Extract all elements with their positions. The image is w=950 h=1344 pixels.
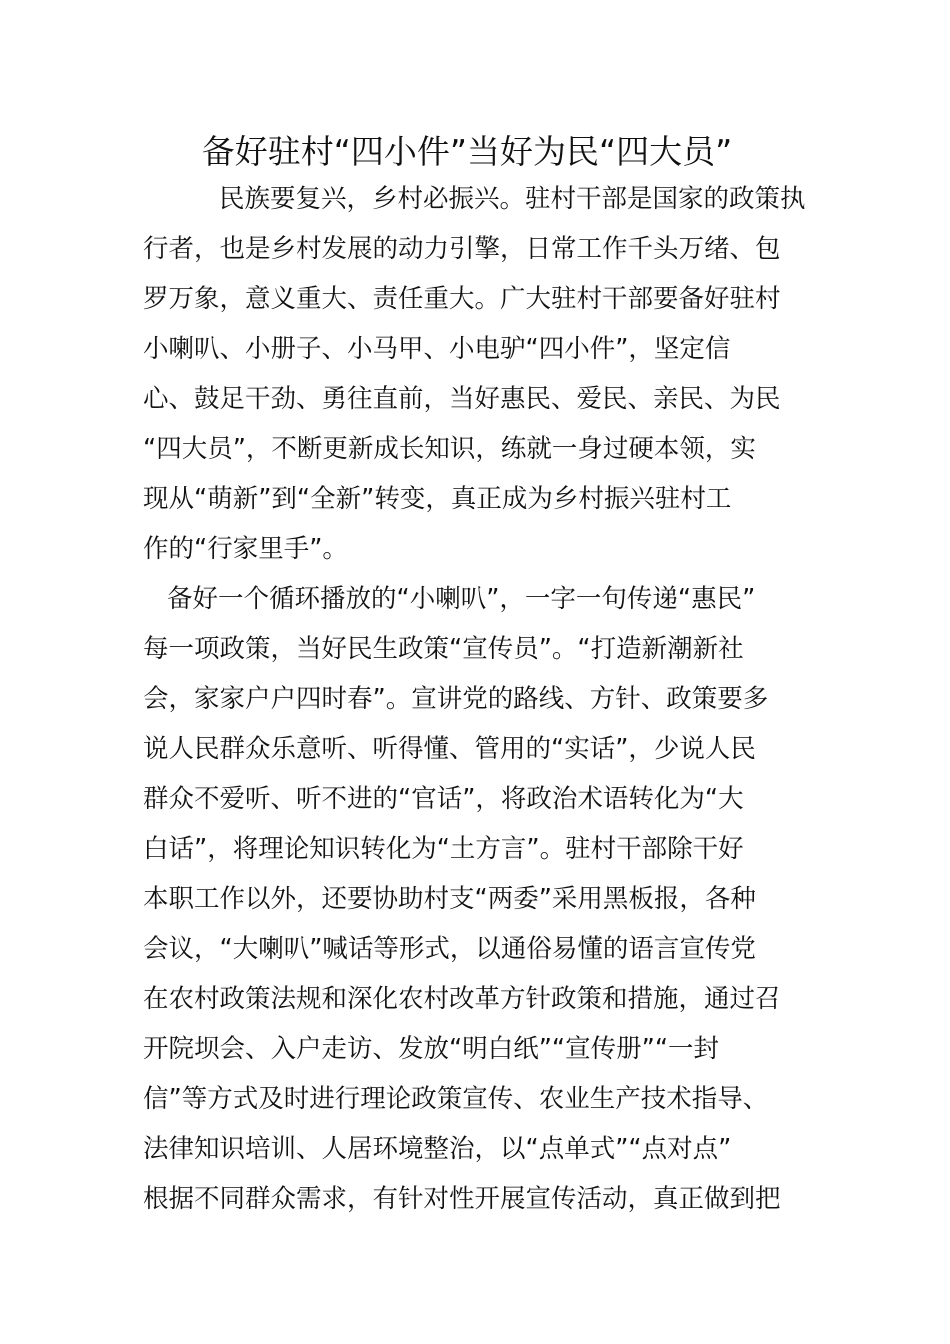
- text-line: 心、鼓足干劲、勇往直前，当好惠民、爱民、亲民、为民: [143, 384, 781, 414]
- text-line: 在农村政策法规和深化农村改革方针政策和措施，通过召: [143, 984, 781, 1014]
- text-line: 会议，“大喇叭”喊话等形式，以通俗易懂的语言宣传党: [143, 934, 756, 964]
- text-line: 信”等方式及时进行理论政策宣传、农业生产技术指导、: [143, 1084, 769, 1114]
- text-line: 白话”，将理论知识转化为“土方言”。驻村干部除干好: [143, 834, 744, 864]
- text-line: 会，家家户户四时春”。宣讲党的路线、方针、政策要多: [143, 684, 769, 714]
- document-body: [143, 174, 809, 1224]
- text-line: 法律知识培训、人居环境整治，以“点单式”“点对点”: [143, 1134, 732, 1164]
- text-line: “四大员”，不断更新成长知识，练就一身过硬本领，实: [143, 434, 756, 464]
- text-line: 备好一个循环播放的“小喇叭”，一字一句传递“惠民”: [167, 584, 756, 614]
- paragraph-1: [143, 174, 809, 574]
- text-line: 说人民群众乐意听、听得懂、管用的“实话”，少说人民: [143, 734, 756, 764]
- text-line: 每一项政策，当好民生政策“宣传员”。“打造新潮新社: [143, 634, 744, 664]
- text-line: 现从“萌新”到“全新”转变，真正成为乡村振兴驻村工: [143, 484, 732, 514]
- text-line: 群众不爱听、听不进的“官话”，将政治术语转化为“大: [143, 784, 744, 814]
- document-title: 备好驻村“四小件”当好为民“四大员”: [201, 132, 733, 171]
- text-line: 罗万象，意义重大、责任重大。广大驻村干部要备好驻村: [143, 284, 781, 314]
- text-line: 根据不同群众需求，有针对性开展宣传活动，真正做到把: [143, 1184, 781, 1214]
- text-line: 本职工作以外，还要协助村支“两委”采用黑板报，各种: [143, 884, 756, 914]
- text-line: 开院坝会、入户走访、发放“明白纸”“宣传册”“一封: [143, 1034, 720, 1064]
- text-line: 作的“行家里手”。: [143, 534, 348, 564]
- text-line: 行者，也是乡村发展的动力引擎，日常工作千头万绪、包: [143, 234, 781, 264]
- paragraph-2: [143, 574, 809, 1224]
- text-line: 民族要复兴，乡村必振兴。驻村干部是国家的政策执: [219, 184, 806, 214]
- text-line: 小喇叭、小册子、小马甲、小电驴“四小件”，坚定信: [143, 334, 731, 364]
